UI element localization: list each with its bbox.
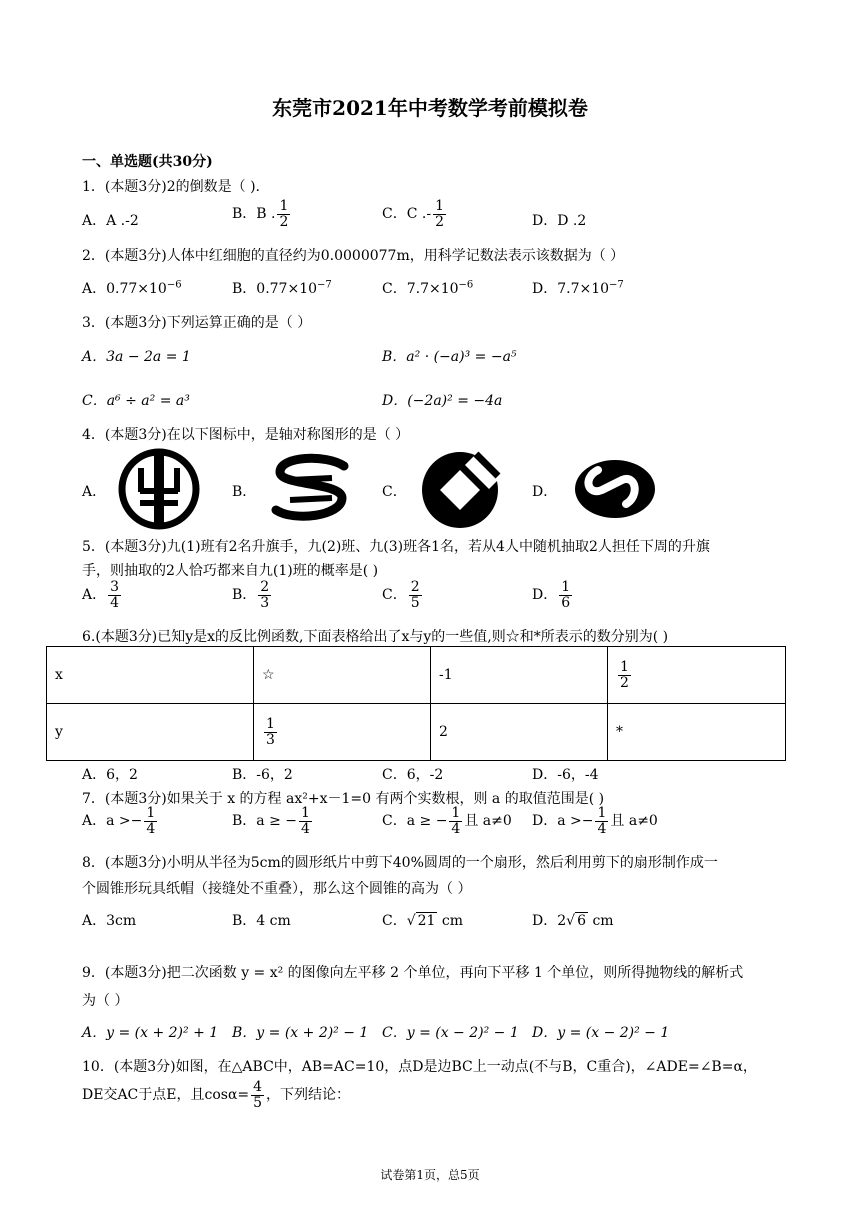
q6-stem: 6.(本题3分)已知y是x的反比例函数,下面表格给出了x与y的一些值,则☆和*所表示的数分别为( ) xyxy=(82,629,669,645)
q5-option-c: C． $\frac{2}{5}$ xyxy=(382,579,420,611)
q1-option-a: A．A .-2 xyxy=(82,213,139,229)
q7-option-c: C．a ≥ − $\frac{1}{4}$ 且 a≠0 xyxy=(382,805,512,837)
q6-option-a: A．6，2 xyxy=(82,767,138,783)
q3-option-a: A．3a − 2a = 1 xyxy=(82,349,191,365)
page-footer: 试卷第1页，总5页 xyxy=(380,1168,480,1182)
q6-option-d: D．-6，-4 xyxy=(532,767,599,783)
q7-stem: 7．(本题3分)如果关于 x 的方程 ax²+x－1=0 有两个实数根，则 a 的取值范围是( ) xyxy=(82,791,605,807)
q3-stem: 3．(本题3分)下列运算正确的是（ ） xyxy=(82,315,312,331)
table-cell: $\frac{1}{3}$ xyxy=(254,704,431,761)
q5-option-a: A． $\frac{3}{4}$ xyxy=(82,579,120,611)
q8-option-b: B．4 cm xyxy=(232,913,291,929)
q9-stem-line1: 9．(本题3分)把二次函数 y = x² 的图像向左平移 2 个单位，再向下平移 1 个单位，则所得抛物线的解析式 xyxy=(82,965,744,981)
table-cell: y xyxy=(47,704,254,761)
table-cell: x xyxy=(47,647,254,704)
q9-option-d: D．y = (x − 2)² − 1 xyxy=(532,1025,670,1041)
q2-stem: 2．(本题3分)人体中红细胞的直径约为0.0000077m，用科学记数法表示该数据为（ ） xyxy=(82,248,625,264)
table-cell: * xyxy=(608,704,786,761)
q9-option-c: C．y = (x − 2)² − 1 xyxy=(382,1025,519,1041)
bank-logo-c-icon xyxy=(416,444,506,534)
q8-option-c: C．√ 21 cm xyxy=(382,913,464,929)
q6-option-c: C．6，-2 xyxy=(382,767,444,783)
q9-option-a: A．y = (x + 2)² + 1 xyxy=(82,1025,219,1041)
table-cell: $\frac{1}{2}$ xyxy=(608,647,786,704)
q1-stem: 1．(本题3分)2的倒数是（ ). xyxy=(82,179,261,195)
q3-option-c: C．a⁶ ÷ a² = a³ xyxy=(82,393,190,409)
q10-stem-line1: 10．(本题3分)如图，在△ABC中，AB=AC=10，点D是边BC上一动点(不与B，C重合)，∠ADE=∠B=α， xyxy=(82,1059,757,1075)
q9-option-b: B．y = (x + 2)² − 1 xyxy=(232,1025,369,1041)
table-cell: 2 xyxy=(431,704,608,761)
q6-option-b: B．-6，2 xyxy=(232,767,293,783)
q4-stem: 4．(本题3分)在以下图标中，是轴对称图形的是（ ） xyxy=(82,427,410,443)
q5-stem-line1: 5．(本题3分)九(1)班有2名升旗手，九(2)班、九(3)班各1名，若从4人中随机抽取2人担任下周的升旗 xyxy=(82,539,710,555)
q4-option-c: C． xyxy=(382,484,407,500)
q4-option-a: A． xyxy=(82,484,107,500)
section-heading: 一、单选题(共30分) xyxy=(82,154,213,170)
bank-logo-a-icon xyxy=(116,446,202,532)
q1-option-c: C．C .- $\frac{1}{2}$ xyxy=(382,198,444,230)
q7-option-a: A．a >− $\frac{1}{4}$ xyxy=(82,805,156,837)
q3-option-d: D．(−2a)² = −4a xyxy=(382,393,503,409)
q9-stem-line2: 为（ ） xyxy=(82,993,129,1009)
table-row xyxy=(47,704,786,761)
table-cell: -1 xyxy=(431,647,608,704)
bank-logo-d-icon xyxy=(570,456,660,522)
table-cell: ☆ xyxy=(254,647,431,704)
q7-option-d: D．a >− $\frac{1}{4}$ 且 a≠0 xyxy=(532,805,658,837)
q5-option-b: B． $\frac{2}{3}$ xyxy=(232,579,270,611)
q1-option-b: B．B . $\frac{1}{2}$ xyxy=(232,198,289,230)
q10-stem-line2: DE交AC于点E，且cosα= $\frac{4}{5}$ ，下列结论： xyxy=(82,1079,351,1111)
bank-logo-b-icon xyxy=(266,452,356,526)
q6-value-table xyxy=(46,646,786,761)
q2-option-b: B．$0.77\times 10^{-7}$ xyxy=(232,279,332,297)
q8-option-d: D．2√ 6 cm xyxy=(532,913,614,929)
q3-option-b: B．a² · (−a)³ = −a⁵ xyxy=(382,349,517,365)
page-title: 东莞市2021年中考数学考前模拟卷 xyxy=(272,96,588,120)
q2-option-c: C．$7.7\times 10^{-6}$ xyxy=(382,279,474,297)
table-row xyxy=(47,647,786,704)
q2-option-d: D．$7.7\times 10^{-7}$ xyxy=(532,279,624,297)
q1-option-d: D．D .2 xyxy=(532,213,587,229)
q5-stem-line2: 手，则抽取的2人恰巧都来自九(1)班的概率是( ) xyxy=(82,563,379,579)
q8-stem-line2: 个圆锥形玩具纸帽（接缝处不重叠），那么这个圆锥的高为（ ） xyxy=(82,881,472,897)
q8-stem-line1: 8．(本题3分)小明从半径为5cm的圆形纸片中剪下40%圆周的一个扇形，然后利用剪下的扇形制作成一 xyxy=(82,855,718,871)
q4-option-d: D． xyxy=(532,484,558,500)
q8-option-a: A．3cm xyxy=(82,913,137,929)
q4-option-b: B． xyxy=(232,484,257,500)
q2-option-a: A．$0.77\times 10^{-6}$ xyxy=(82,279,182,297)
q7-option-b: B．a ≥ − $\frac{1}{4}$ xyxy=(232,805,310,837)
q5-option-d: D． $\frac{1}{6}$ xyxy=(532,579,571,611)
